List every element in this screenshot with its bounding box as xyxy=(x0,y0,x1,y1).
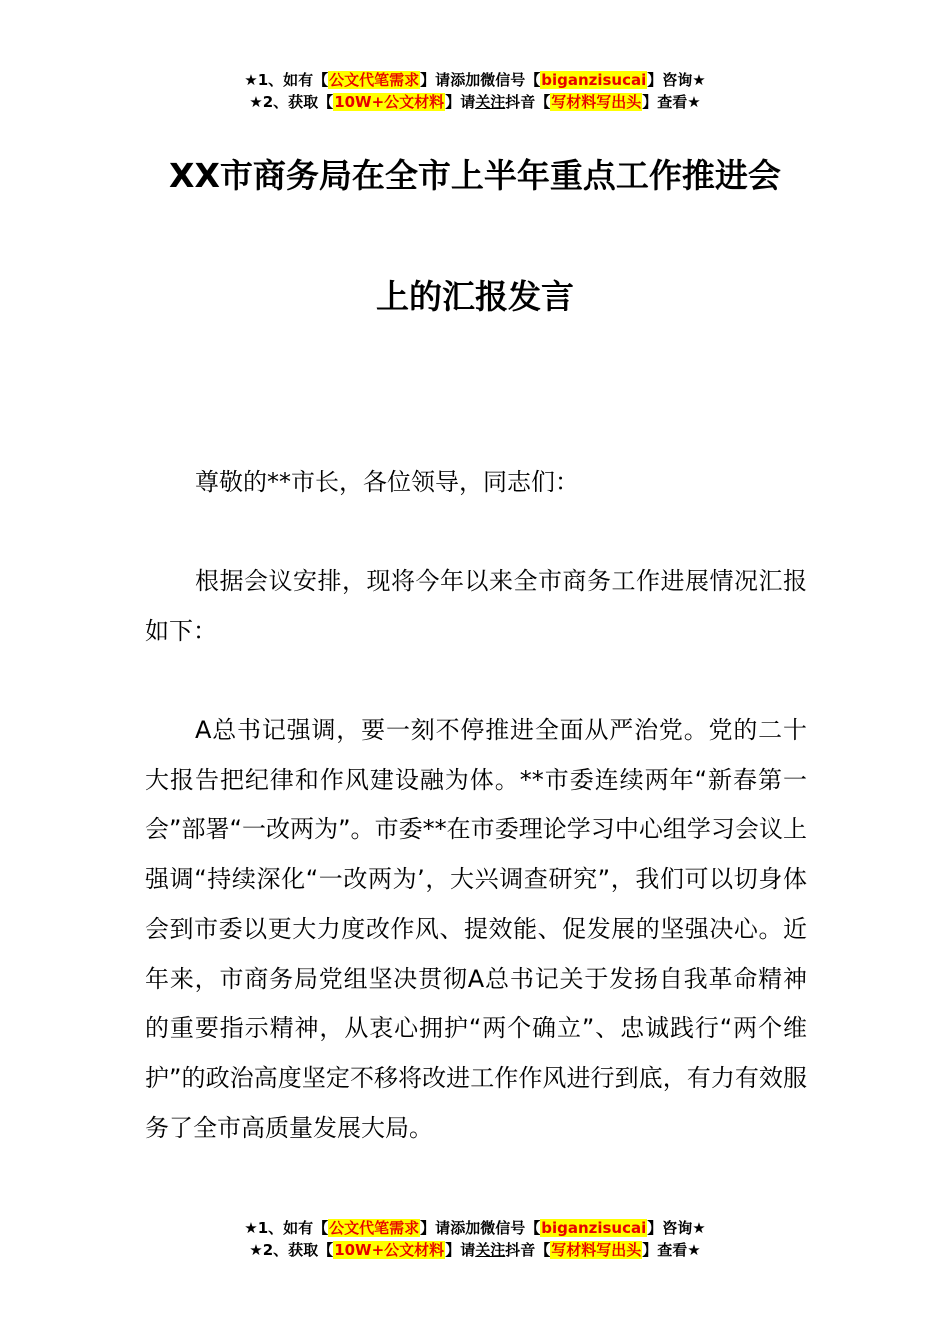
document-title-line-2: 上的汇报发言 xyxy=(376,277,574,316)
banner-line-1: ★1、如有【公文代笔需求】请添加微信号【biganzisucai】咨询★ xyxy=(244,71,706,89)
highlight-materials: 10W+公文材料 xyxy=(334,93,445,111)
salutation: 尊敬的**市长，各位领导，同志们： xyxy=(195,468,579,496)
body-paragraph: A总书记强调，要一刻不停推进全面从严治党。党的二十大报告把纪律和作风建设融为体。**市委连续两年“新春第一会”部署“一改两为”。市委**在市委理论学习中心组学习会议上强调“持续深化“一改两为’，大兴调查研究”，我们可以切身体会到市委以更大力度改作风、提效能、促发展的坚强决心。近年来，市商务局党组坚决贯彻A总书记关于发扬自我革命精神的重要指示精神，从衷心拥护“两个确立”、忠诚践行“两个维护”的政治高度坚定不移将改进工作作风进行到底，有力有效服务了全市高质量发展大局。 xyxy=(145,716,807,1142)
footer-banner-line-1: ★1、如有【公文代笔需求】请添加微信号【biganzisucai】咨询★ xyxy=(244,1219,706,1237)
footer-highlight-service: 公文代笔需求 xyxy=(329,1219,420,1237)
intro-paragraph: 根据会议安排，现将今年以来全市商务工作进展情况汇报如下： xyxy=(145,567,807,645)
footer-highlight-materials: 10W+公文材料 xyxy=(334,1241,445,1259)
footer-banner-line-2: ★2、获取【10W+公文材料】请关注抖音【写材料写出头】查看★ xyxy=(249,1241,701,1259)
document-title-line-1: XX市商务局在全市上半年重点工作推进会 xyxy=(169,156,781,195)
header-banner xyxy=(0,69,950,113)
footer-banner xyxy=(0,1217,950,1261)
highlight-douyin: 写材料写出头 xyxy=(551,93,642,111)
highlight-service: 公文代笔需求 xyxy=(329,71,420,89)
footer-highlight-douyin: 写材料写出头 xyxy=(551,1241,642,1259)
highlight-wechat-id: biganzisucai xyxy=(541,71,647,89)
footer-highlight-wechat-id: biganzisucai xyxy=(541,1219,647,1237)
banner-line-2: ★2、获取【10W+公文材料】请关注抖音【写材料写出头】查看★ xyxy=(249,93,701,111)
